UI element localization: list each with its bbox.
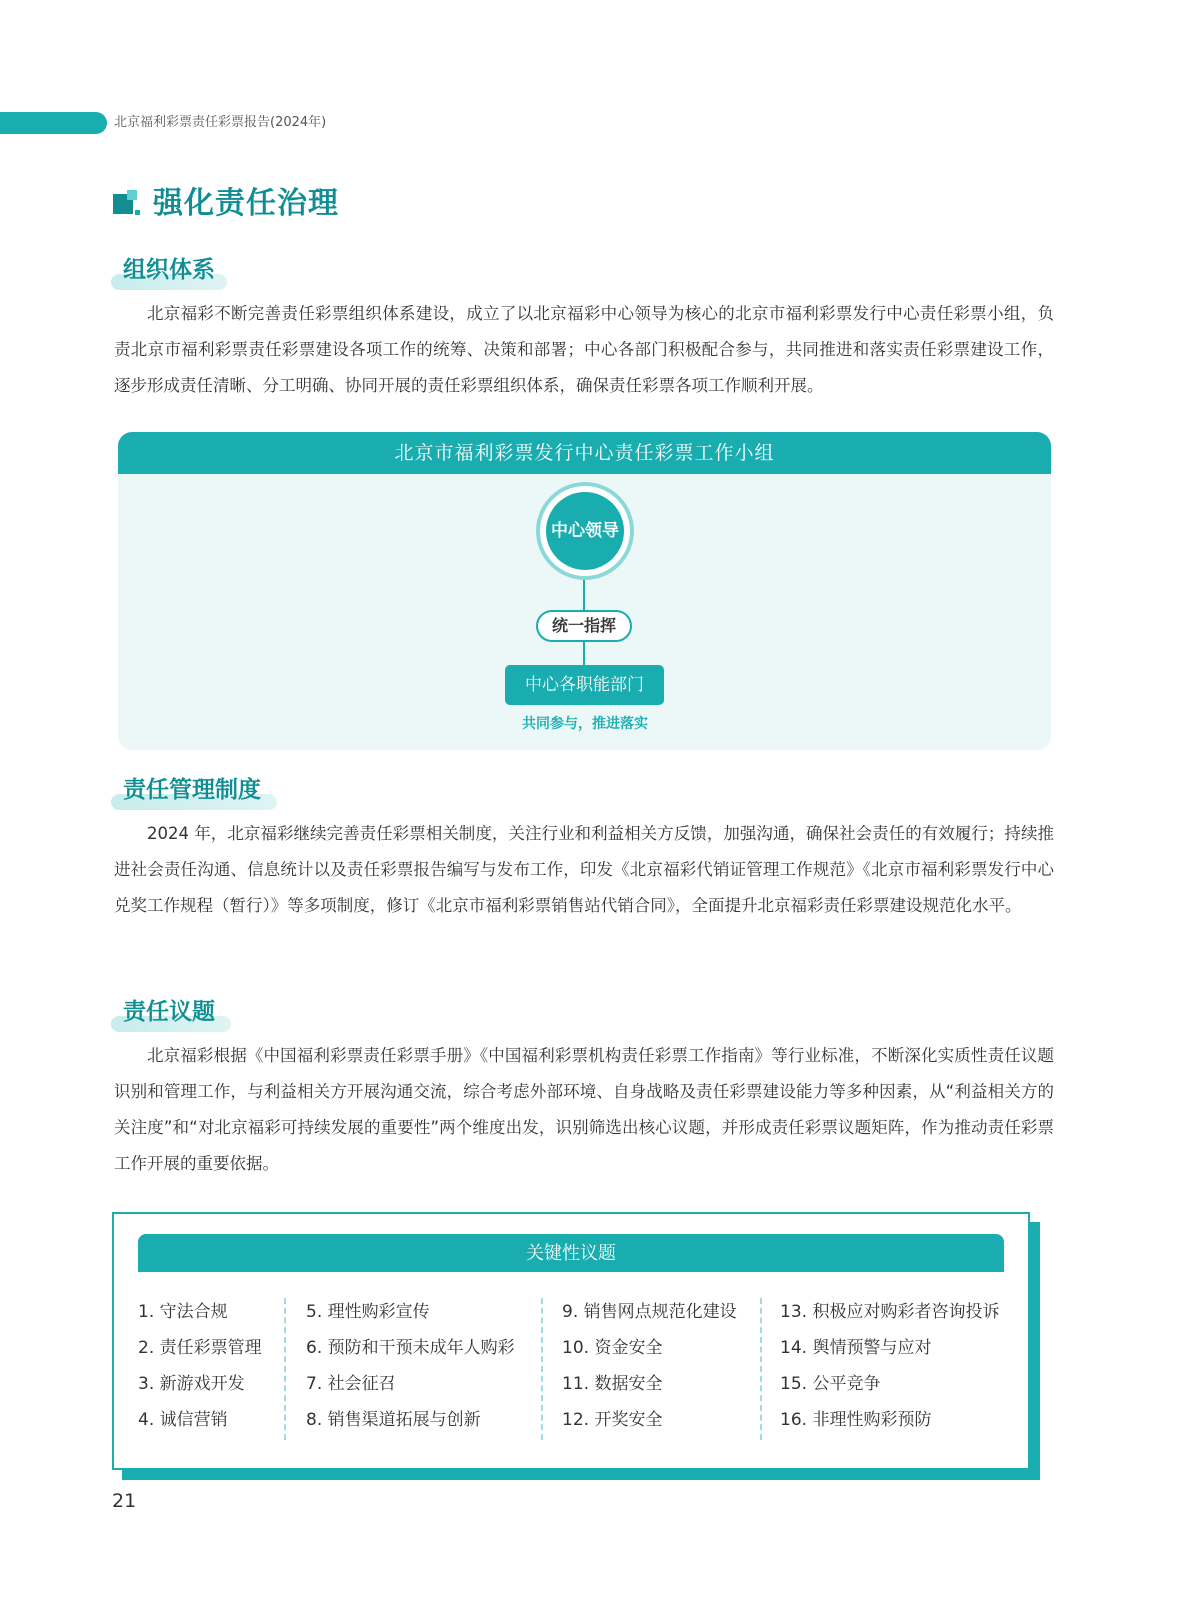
issue-item: 14. 舆情预警与应对 xyxy=(780,1338,932,1358)
issues-column-3 xyxy=(562,1294,737,1438)
issue-item: 15. 公平竞争 xyxy=(780,1374,881,1394)
report-header-title: 北京福利彩票责任彩票报告(2024年) xyxy=(114,115,327,130)
issue-item: 4. 诚信营销 xyxy=(138,1410,228,1430)
issues-column-4 xyxy=(780,1294,999,1438)
issues-column-2 xyxy=(306,1294,515,1438)
issue-item: 12. 开奖安全 xyxy=(562,1410,663,1430)
org-chart-title: 北京市福利彩票发行中心责任彩票工作小组 xyxy=(118,432,1051,474)
subheading-issues-text: 责任议题 xyxy=(123,999,215,1025)
subheading-org-system-text: 组织体系 xyxy=(123,257,215,283)
leader-node xyxy=(536,482,634,580)
issue-item: 9. 销售网点规范化建设 xyxy=(562,1302,737,1322)
management-paragraph: 2024 年，北京福彩继续完善责任彩票相关制度，关注行业和利益相关方反馈，加强沟通，确保社会责任的有效履行；持续推进社会责任沟通、信息统计以及责任彩票报告编写与发布工作，印发《北京福彩代销证管理工作规范》《北京市福利彩票发行中心兑奖工作规程（暂行）》等多项制度，修订《北京市福利彩票销售站代销合同》，全面提升北京福彩责任彩票建设规范化水平。 xyxy=(114,824,1054,915)
issues-column-1 xyxy=(138,1294,262,1438)
subheading-org-system xyxy=(111,252,215,292)
issue-item: 1. 守法合规 xyxy=(138,1302,228,1322)
issue-item: 7. 社会征召 xyxy=(306,1374,396,1394)
org-system-paragraph: 北京福彩不断完善责任彩票组织体系建设，成立了以北京福彩中心领导为核心的北京市福利彩票发行中心责任彩票小组，负责北京市福利彩票责任彩票建设各项工作的统筹、决策和部署；中心各部门积极配合参与，共同推进和落实责任彩票建设工作，逐步形成责任清晰、分工明确、协同开展的责任彩票组织体系，确保责任彩票各项工作顺利开展。 xyxy=(114,304,1054,395)
departments-caption: 共同参与，推进落实 xyxy=(522,716,648,732)
issue-item: 16. 非理性购彩预防 xyxy=(780,1410,932,1430)
section-squares-icon xyxy=(113,190,139,216)
key-issues-box xyxy=(112,1212,1030,1470)
column-divider xyxy=(284,1298,286,1440)
section-title: 强化责任治理 xyxy=(153,186,339,221)
issue-item: 5. 理性购彩宣传 xyxy=(306,1302,430,1322)
connector-line-bottom xyxy=(583,642,585,665)
org-chart xyxy=(118,432,1051,750)
command-node: 统一指挥 xyxy=(536,610,632,642)
column-divider xyxy=(760,1298,762,1440)
page-number: 21 xyxy=(112,1490,137,1512)
connector-line-top xyxy=(583,580,585,610)
column-divider xyxy=(541,1298,543,1440)
subheading-management xyxy=(111,772,261,812)
departments-node: 中心各职能部门 xyxy=(505,665,664,705)
header-accent-bar xyxy=(0,112,107,134)
key-issues-title: 关键性议题 xyxy=(138,1234,1004,1272)
issues-paragraph: 北京福彩根据《中国福利彩票责任彩票手册》《中国福利彩票机构责任彩票工作指南》等行业标准，不断深化实质性责任议题识别和管理工作，与利益相关方开展沟通交流，综合考虑外部环境、自身战略及责任彩票建设能力等多种因素，从“利益相关方的关注度”和“对北京福彩可持续发展的重要性”两个维度出发，识别筛选出核心议题，并形成责任彩票议题矩阵，作为推动责任彩票工作开展的重要依据。 xyxy=(114,1046,1054,1173)
leader-node-label: 中心领导 xyxy=(546,492,624,570)
issue-item: 10. 资金安全 xyxy=(562,1338,663,1358)
issue-item: 6. 预防和干预未成年人购彩 xyxy=(306,1338,515,1358)
issue-item: 11. 数据安全 xyxy=(562,1374,663,1394)
subheading-issues xyxy=(111,994,215,1034)
subheading-management-text: 责任管理制度 xyxy=(123,777,261,803)
issue-item: 13. 积极应对购彩者咨询投诉 xyxy=(780,1302,1000,1322)
issue-item: 8. 销售渠道拓展与创新 xyxy=(306,1410,481,1430)
issue-item: 2. 责任彩票管理 xyxy=(138,1338,262,1358)
issue-item: 3. 新游戏开发 xyxy=(138,1374,245,1394)
